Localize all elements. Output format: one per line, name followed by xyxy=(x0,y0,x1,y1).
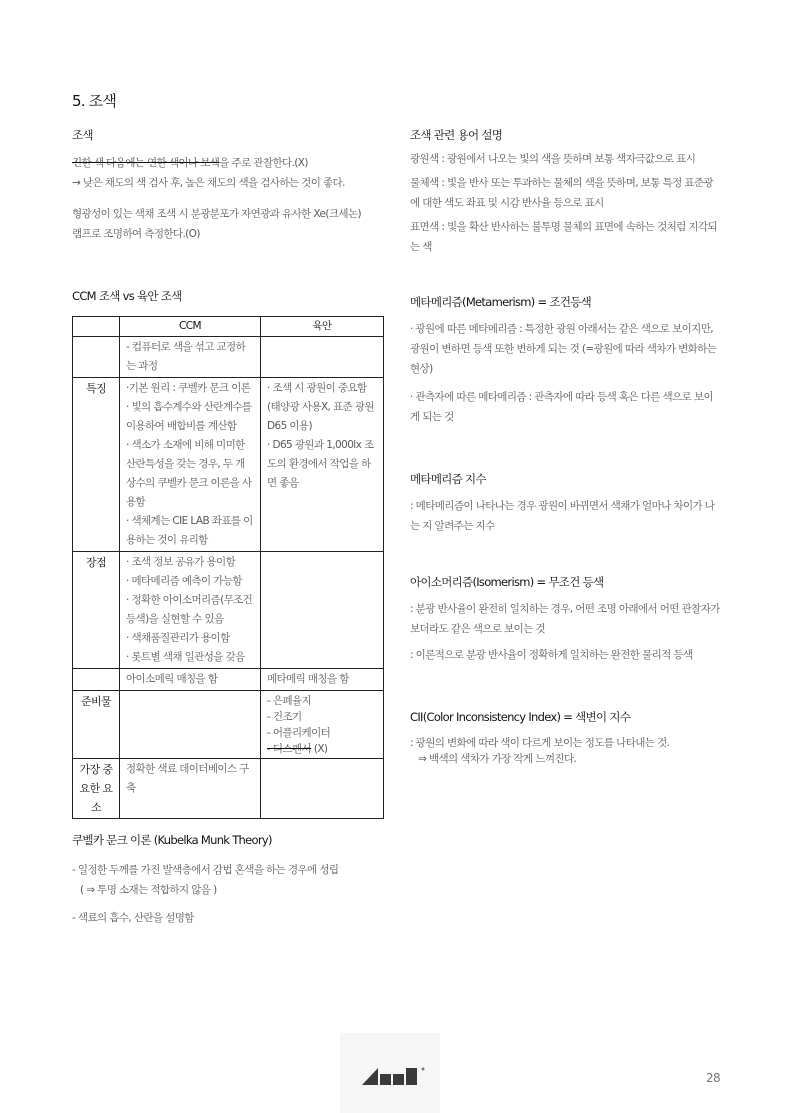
list-item: · 색체계는 CIE LAB 좌표를 이용하는 것이 유리함 xyxy=(126,515,253,546)
cii-text2: ⇒ 백색의 색차가 가장 작게 느껴진다. xyxy=(418,753,577,765)
heading-cii: CII(Color Inconsistency Index) = 색변이 지수 xyxy=(410,710,631,724)
cii-text1: : 광원의 변화에 따라 색이 다르게 보이는 정도를 나타내는 것. xyxy=(410,737,670,749)
merit-ccm xyxy=(120,552,261,669)
xenon-line1: 형광성이 있는 색채 조색 시 분광분포가 자연광과 유사한 Xe(크세논) xyxy=(72,208,361,220)
right-column xyxy=(410,127,720,769)
row-label-prep: 준비물 xyxy=(73,691,120,759)
list-item: · 조색 시 광원이 중요함 (태양광 사용X, 표준 광원 D65 이용) xyxy=(267,382,374,432)
mixing-notes xyxy=(72,153,392,193)
table-row xyxy=(73,759,384,819)
term-light-source-color: 광원색 : 광원에서 나오는 빛의 색을 뜻하며 보통 색자극값으로 표시 xyxy=(410,153,696,165)
xenon-line2: 램프로 조명하여 측정한다.(O) xyxy=(72,228,200,240)
key-ccm: 정확한 색료 데이터베이스 구축 xyxy=(120,759,261,819)
xenon-note xyxy=(72,204,392,244)
table-row xyxy=(73,378,384,552)
arrow-line: → 낮은 채도의 색 검사 후, 높은 채도의 색을 검사하는 것이 좋다. xyxy=(72,177,345,189)
km-line1: - 일정한 두께를 가진 발색층에서 감법 혼색을 하는 경우에 성립 xyxy=(72,864,339,876)
header-ccm: CCM xyxy=(120,317,261,337)
list-item: - 은폐율지 xyxy=(267,695,312,707)
feature-eye xyxy=(261,378,384,552)
table-row xyxy=(73,337,384,378)
table-row xyxy=(73,552,384,669)
heading-mixing: 조색 xyxy=(72,128,93,142)
list-item: ·기본 원리 : 쿠벨카 문크 이론 xyxy=(126,382,251,394)
comparison-table xyxy=(72,316,384,819)
matching-eye: 메타메릭 매칭을 함 xyxy=(261,669,384,691)
table-header-row xyxy=(73,317,384,337)
list-item: · 메타메리즘 예측이 가능함 xyxy=(126,575,242,587)
struck-item: - 디스펜서 xyxy=(267,743,312,755)
list-item: · 색채품질관리가 용이함 xyxy=(126,632,230,644)
kubelka-munk-notes xyxy=(72,860,402,928)
struck-text-rest: 을 주로 관찰한다.(X) xyxy=(219,157,308,169)
list-item: · 조색 정보 공유가 용이함 xyxy=(126,556,236,568)
list-item: · 롯트별 색채 일관성을 갖음 xyxy=(126,651,245,663)
heading-metamerism-index: 메타메리즘 지수 xyxy=(410,472,486,486)
metamerism-light: · 광원에 따른 메타메리즘 : 특정한 광원 아래서는 같은 색으로 보이지만, 광원이 변하면 등색 또한 변하게 되는 것 (=광원에 따라 색차가 변화하는 현상) xyxy=(410,323,717,375)
km-line3: - 색료의 흡수, 산란을 설명함 xyxy=(72,912,194,924)
km-line2: ( ⇒ 투명 소재는 적합하지 않음 ) xyxy=(80,884,217,896)
isomerism-text2: : 이론적으로 분광 반사율이 정확하게 일치하는 완전한 물리적 등색 xyxy=(410,649,693,661)
isomerism-text1: : 분광 반사율이 완전히 일치하는 경우, 어떤 조명 아래에서 어떤 관찰자가 보더라도 같은 색으로 보이는 것 xyxy=(410,603,720,635)
term-surface-color: 표면색 : 빛을 확산 반사하는 불투명 물체의 표면에 속하는 것처럼 지각되는 색 xyxy=(410,221,718,253)
heading-ccm-vs-eye: CCM 조색 vs 육안 조색 xyxy=(72,289,182,303)
row-label-feature: 특징 xyxy=(73,378,120,552)
heading-metamerism: 메타메리즘(Metamerism) = 조건등색 xyxy=(410,295,592,309)
header-blank xyxy=(73,317,120,337)
list-item: - 건조기 xyxy=(267,711,302,723)
matching-ccm: 아이소메릭 매칭을 함 xyxy=(120,669,261,691)
prep-eye xyxy=(261,691,384,759)
struck-text: 진한 색 다음에는 연한 색이나 보색 xyxy=(72,157,220,169)
ccm-description: - 컴퓨터로 색을 섞고 교정하는 과정 xyxy=(120,337,261,378)
header-eye: 육안 xyxy=(261,317,384,337)
heading-terms: 조색 관련 용어 설명 xyxy=(410,128,503,142)
heading-kubelka-munk: 쿠벨카 문크 이론 (Kubelka Munk Theory) xyxy=(72,833,272,847)
feature-ccm xyxy=(120,378,261,552)
metamerism-index-text: : 메타메리즘이 나타나는 경우 광원이 바뀌면서 색채가 얼마나 차이가 나는 지 알려주는 지수 xyxy=(410,500,715,532)
metamerism-observer: · 관측자에 따른 메타메리즘 : 관측자에 따라 등색 혹은 다른 색으로 보이게 되는 것 xyxy=(410,391,713,423)
list-item: · 정확한 아이소머리즘(무조건 등색)을 실현할 수 있음 xyxy=(126,594,253,625)
term-object-color: 물체색 : 빛을 반사 또는 투과하는 물체의 색을 뜻하며, 보통 특정 표준광에 대한 색도 좌표 및 시감 반사율 등으로 표시 xyxy=(410,177,713,209)
table-row xyxy=(73,691,384,759)
row-label-key: 가장 중요한 요소 xyxy=(73,759,120,819)
page-number: 28 xyxy=(706,1071,721,1085)
list-item: · D65 광원과 1,000lx 조도의 환경에서 작업을 하면 좋음 xyxy=(267,439,374,489)
table-row xyxy=(73,669,384,691)
heading-isomerism: 아이소머리즘(Isomerism) = 무조건 등색 xyxy=(410,575,604,589)
list-item: - 어플리케이터 xyxy=(267,727,331,739)
section-title: 5. 조색 xyxy=(72,92,117,110)
logo-icon xyxy=(360,1064,430,1086)
list-item: · 색소가 소재에 비해 미미한 산란특성을 갖는 경우, 두 개 상수의 쿠벨카 문크 이론을 사용함 xyxy=(126,439,252,508)
list-item: · 빛의 흡수계수와 산란계수를 이용하여 배합비를 계산함 xyxy=(126,401,252,432)
row-label-merit: 장점 xyxy=(73,552,120,669)
struck-item-suffix: (X) xyxy=(311,743,328,755)
